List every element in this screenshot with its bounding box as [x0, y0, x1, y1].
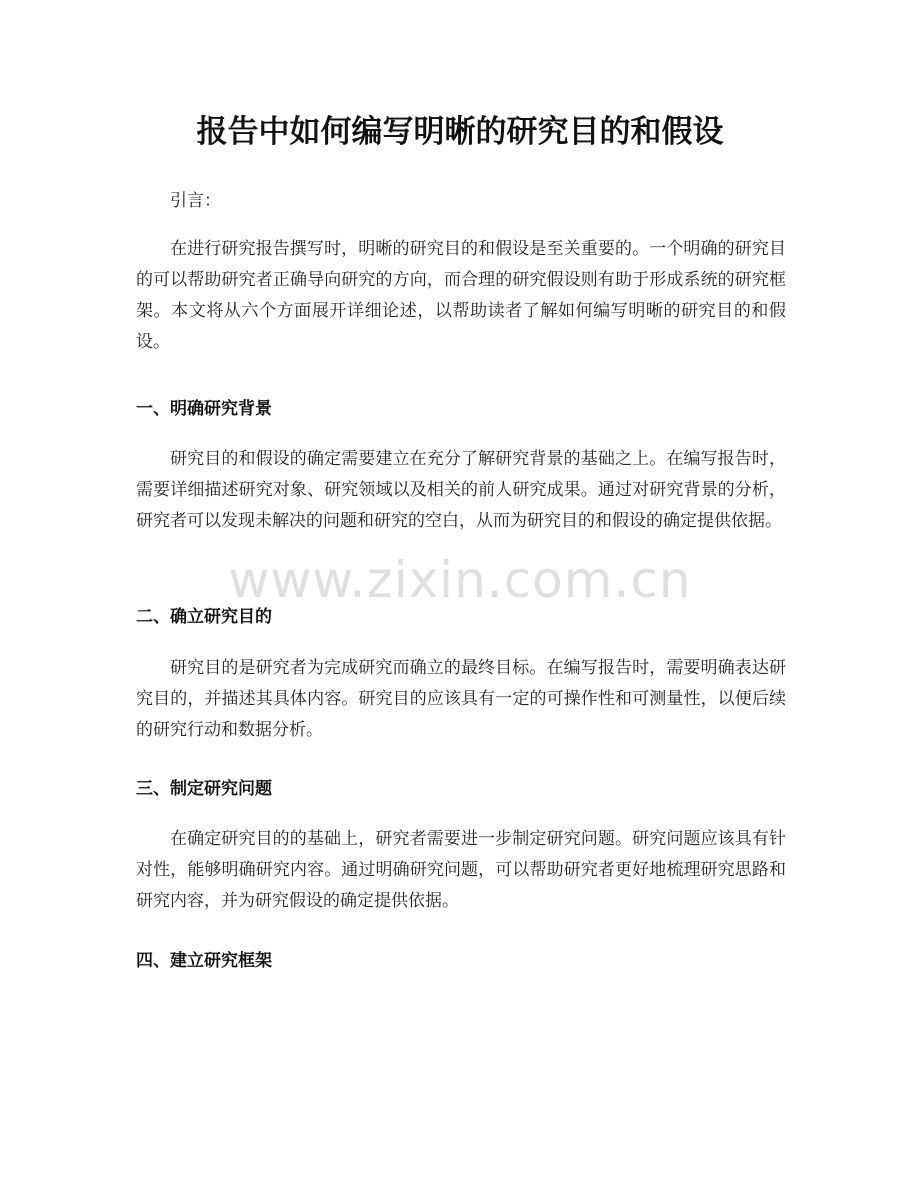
section-body-1: 研究目的和假设的确定需要建立在充分了解研究背景的基础之上。在编写报告时，需要详细描述研究对象、研究领域以及相关的前人研究成果。通过对研究背景的分析，研究者可以发现未解决的问题和研究的空白，从而为研究目的和假设的确定提供依据。	[136, 449, 786, 531]
section-heading-4: 四、建立研究框架	[136, 951, 272, 971]
section-heading-1: 一、明确研究背景	[136, 399, 272, 419]
section-heading-2: 二、确立研究目的	[136, 607, 272, 627]
intro-label: 引言：	[170, 191, 221, 211]
section-heading-3: 三、制定研究问题	[136, 779, 272, 799]
section-body-2: 研究目的是研究者为完成研究而确立的最终目标。在编写报告时，需要明确表达研究目的，并描述其具体内容。研究目的应该具有一定的可操作性和可测量性，以便后续的研究行动和数据分析。	[136, 658, 786, 740]
watermark: www.zixin.com.cn	[228, 551, 692, 609]
document-title: 报告中如何编写明晰的研究目的和假设	[196, 114, 724, 150]
section-body-3: 在确定研究目的的基础上，研究者需要进一步制定研究问题。研究问题应该具有针对性，能够明确研究内容。通过明确研究问题，可以帮助研究者更好地梳理研究思路和研究内容，并为研究假设的确定提供依据。	[136, 829, 786, 911]
intro-paragraph: 在进行研究报告撰写时，明晰的研究目的和假设是至关重要的。一个明确的研究目的可以帮助研究者正确导向研究的方向，而合理的研究假设则有助于形成系统的研究框架。本文将从六个方面展开详细论述，以帮助读者了解如何编写明晰的研究目的和假设。	[136, 239, 786, 352]
